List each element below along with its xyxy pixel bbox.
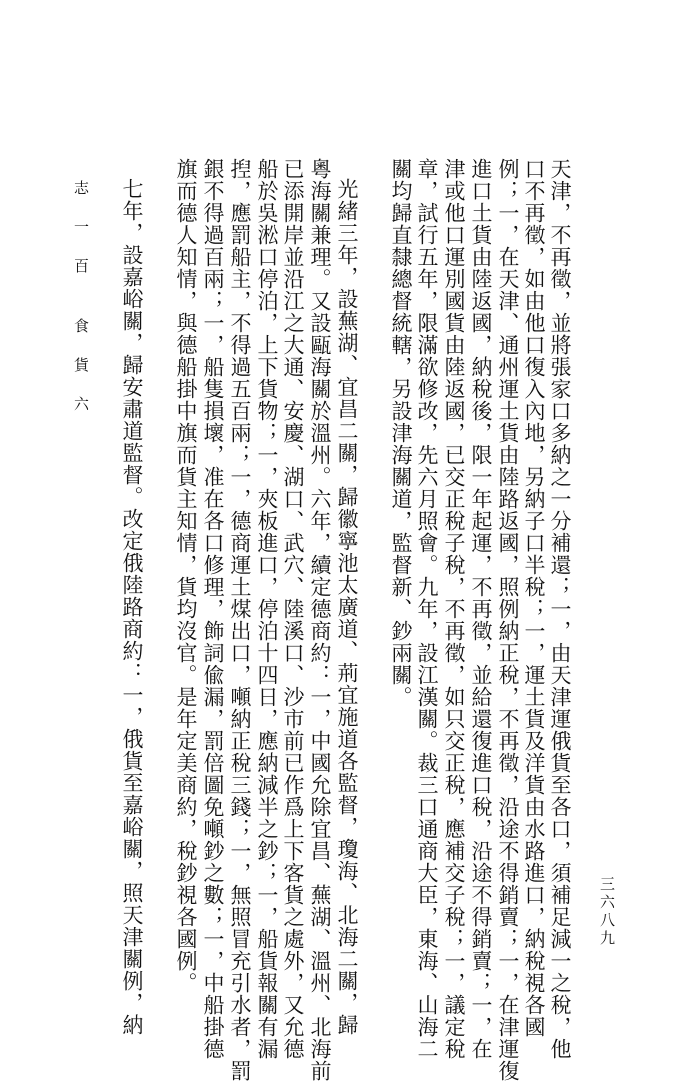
text-column: 粵海關兼理。又設甌海關於溫州。六年，續定德商約：一，中國允除宜昌、蕪湖、溫州、北海前 xyxy=(308,158,332,1082)
text-column: 揑，應罰船主，不得過五百兩；一，德商運土煤出口，噸納正稅三錢；一，無照冒充引水者，罰 xyxy=(228,158,252,1082)
text-column: 津或他口運別國貨由陸返國，已交正稅子稅，不再徵，如只交正稅，應補交子稅；一，議定稅 xyxy=(442,158,466,1060)
text-column: 旗而德人知情，與德船掛中旗而貨主知情，貨均沒官。是年定美商約，稅鈔視各國例。 xyxy=(174,158,198,994)
section-label: 食 貨 六 xyxy=(72,318,90,414)
text-column: 進口土貨由陸返國，納稅後，限一年起運，不再徵，並給還復進口稅，沿途不得銷賣；一，在 xyxy=(469,158,493,1060)
text-column: 關均歸直隸總督統轄，另設津海關道，監督新、鈔兩關。 xyxy=(389,158,413,708)
text-column: 七年，設嘉峪關，歸安肅道監督。改定俄陸路商約：一，俄貨至嘉峪關，照天津關例，納 xyxy=(120,178,144,1036)
text-column: 光緒三年，設蕪湖、宜昌二關，歸徽寧池太廣道、荊宜施道各監督，瓊海、北海二關，歸 xyxy=(335,178,359,1036)
main-text xyxy=(110,158,590,1082)
text-column: 章，試行五年，限滿欲修改，先六月照會。九年，設江漢關。裁三口通商大臣，東海、山海二 xyxy=(415,158,439,1060)
text-column: 船於吳淞口停泊，上下貨物；一，夾板進口，停泊十四日，應納減半之鈔；一，船貨報關有漏 xyxy=(255,158,279,1060)
text-column: 例；一，在天津、通州運土貨由陸路返國，照例納正稅，不再徵，沿途不得銷賣；一，在津運復 xyxy=(496,158,520,1082)
text-column: 口不再徵，如由他口復入內地，另納子口半稅；一，運土貨及洋貨由水路進口，納稅視各國 xyxy=(522,158,546,1038)
text-column: 天津，不再徵，並將張家口多納之一分補還；一，由天津運俄貨至各口，須補足減一之稅，他 xyxy=(548,158,572,1060)
volume-label: 志 一 百 xyxy=(72,180,90,276)
text-column: 銀不得過百兩；一，船隻損壞，准在各口修理，飾詞偸漏，罰倍圖免噸鈔之數；一，中船掛德 xyxy=(201,158,225,1060)
page-number: 三六八九 xyxy=(598,876,616,948)
text-column: 已添開岸並沿江之大通、安慶、湖口、武穴、陸溪口、沙市前已作爲上下客貨之處外，又允德 xyxy=(281,158,305,1060)
